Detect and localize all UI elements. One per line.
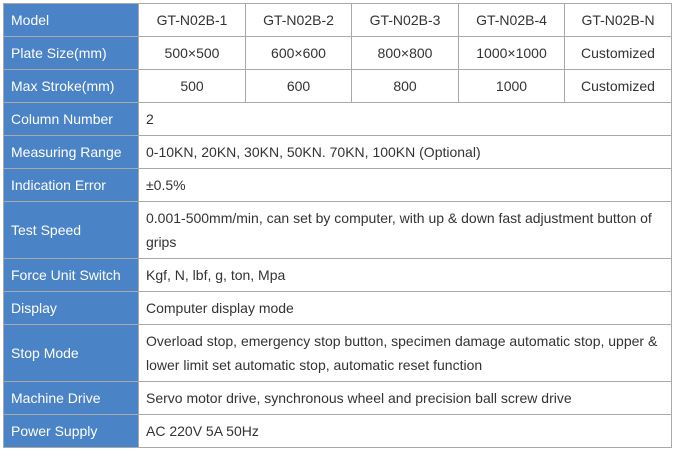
row-label-stop-mode: Stop Mode	[4, 325, 139, 382]
max-stroke-cell: 600	[246, 70, 352, 103]
model-cell: GT-N02B-1	[139, 4, 246, 37]
row-label-power-supply: Power Supply	[4, 415, 139, 448]
machine-drive-row	[4, 382, 672, 415]
row-label-max-stroke: Max Stroke(mm)	[4, 70, 139, 103]
spec-table-container	[3, 3, 672, 448]
plate-size-cell: 1000×1000	[459, 37, 565, 70]
row-label-indication-error: Indication Error	[4, 169, 139, 202]
display-row	[4, 292, 672, 325]
max-stroke-cell: 500	[139, 70, 246, 103]
row-label-display: Display	[4, 292, 139, 325]
power-supply-row	[4, 415, 672, 448]
row-label-force-unit-switch: Force Unit Switch	[4, 259, 139, 292]
measuring-range-row	[4, 136, 672, 169]
display-value: Computer display mode	[139, 292, 672, 325]
measuring-range-value: 0-10KN, 20KN, 30KN, 50KN. 70KN, 100KN (Optional)	[139, 136, 672, 169]
plate-size-cell: 800×800	[352, 37, 459, 70]
indication-error-value: ±0.5%	[139, 169, 672, 202]
row-label-column-number: Column Number	[4, 103, 139, 136]
indication-error-row	[4, 169, 672, 202]
model-cell: GT-N02B-3	[352, 4, 459, 37]
plate-size-cell: 600×600	[246, 37, 352, 70]
model-cell: GT-N02B-2	[246, 4, 352, 37]
max-stroke-cell: 800	[352, 70, 459, 103]
stop-mode-value: Overload stop, emergency stop button, specimen damage automatic stop, upper & lower limit set automatic stop, automatic reset function	[139, 325, 672, 382]
row-label-test-speed: Test Speed	[4, 202, 139, 259]
power-supply-value: AC 220V 5A 50Hz	[139, 415, 672, 448]
plate-size-row	[4, 37, 672, 70]
test-speed-value: 0.001-500mm/min, can set by computer, with up & down fast adjustment button of grips	[139, 202, 672, 259]
spec-table	[3, 3, 672, 448]
model-row	[4, 4, 672, 37]
force-unit-switch-value: Kgf, N, lbf, g, ton, Mpa	[139, 259, 672, 292]
row-label-machine-drive: Machine Drive	[4, 382, 139, 415]
force-unit-switch-row	[4, 259, 672, 292]
test-speed-row	[4, 202, 672, 259]
column-number-value: 2	[139, 103, 672, 136]
row-label-measuring-range: Measuring Range	[4, 136, 139, 169]
max-stroke-cell: Customized	[565, 70, 672, 103]
column-number-row	[4, 103, 672, 136]
row-label-plate-size: Plate Size(mm)	[4, 37, 139, 70]
model-cell: GT-N02B-4	[459, 4, 565, 37]
stop-mode-row	[4, 325, 672, 382]
model-cell: GT-N02B-N	[565, 4, 672, 37]
max-stroke-row	[4, 70, 672, 103]
plate-size-cell: 500×500	[139, 37, 246, 70]
plate-size-cell: Customized	[565, 37, 672, 70]
max-stroke-cell: 1000	[459, 70, 565, 103]
machine-drive-value: Servo motor drive, synchronous wheel and precision ball screw drive	[139, 382, 672, 415]
row-label-model: Model	[4, 4, 139, 37]
